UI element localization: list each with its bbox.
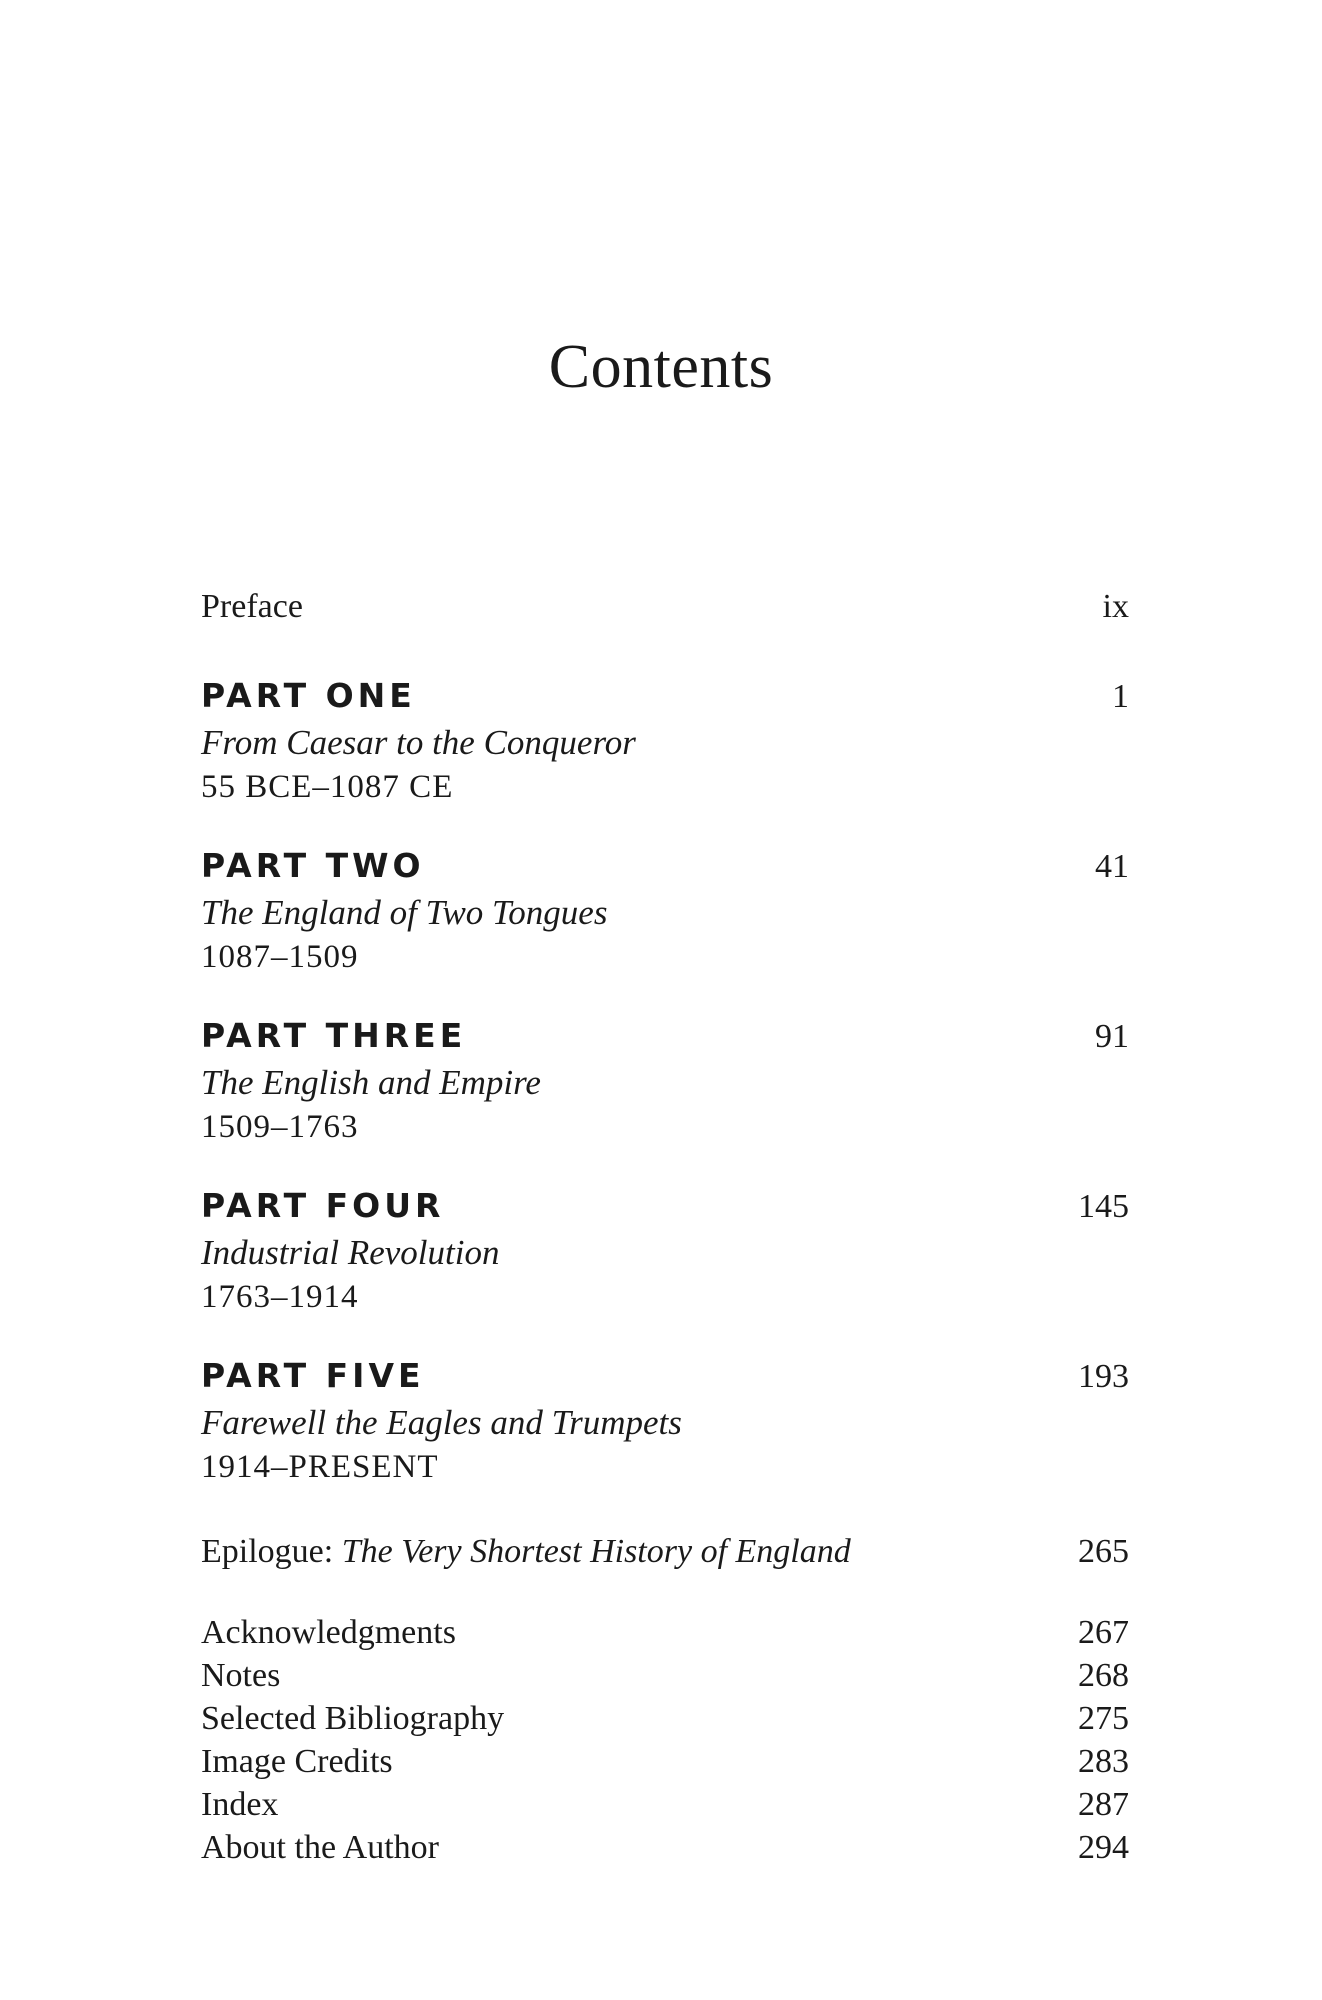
page-number: 287 — [1078, 1786, 1129, 1823]
toc-entry-part-four[interactable] — [201, 1186, 1129, 1226]
entry-label: Image Credits — [201, 1743, 393, 1780]
page-number: 41 — [1095, 848, 1129, 885]
page-number: 1 — [1112, 678, 1129, 715]
toc-entry-about-the-author[interactable] — [201, 1829, 1129, 1867]
toc-entry-part-five[interactable] — [201, 1356, 1129, 1396]
part-label: PART TWO — [201, 846, 425, 885]
toc-entry-index[interactable] — [201, 1786, 1129, 1824]
part-dates: 1087–1509 — [201, 939, 359, 975]
page-number: 91 — [1095, 1018, 1129, 1055]
page-number: 283 — [1078, 1743, 1129, 1780]
toc-entry-preface[interactable] — [201, 588, 1129, 626]
page-number: 294 — [1078, 1829, 1129, 1866]
toc-entry-acknowledgments[interactable] — [201, 1614, 1129, 1652]
part-title: The England of Two Tongues — [201, 893, 608, 932]
page-number: 275 — [1078, 1700, 1129, 1737]
entry-label: Notes — [201, 1657, 281, 1694]
toc-entry-part-three[interactable] — [201, 1016, 1129, 1056]
part-dates: 1509–1763 — [201, 1109, 359, 1145]
page-number: 265 — [1078, 1533, 1129, 1570]
toc-entry-part-two[interactable] — [201, 846, 1129, 886]
part-dates: 1914–PRESENT — [201, 1449, 439, 1485]
entry-label: Acknowledgments — [201, 1614, 456, 1651]
page-number: 193 — [1078, 1358, 1129, 1395]
toc-entry-notes[interactable] — [201, 1657, 1129, 1695]
toc-entry-selected-bibliography[interactable] — [201, 1700, 1129, 1738]
part-dates: 55 BCE–1087 CE — [201, 769, 454, 805]
part-label: PART THREE — [201, 1016, 467, 1055]
part-label: PART ONE — [201, 676, 416, 715]
toc-entry-image-credits[interactable] — [201, 1743, 1129, 1781]
toc-entry-epilogue[interactable] — [201, 1533, 1129, 1571]
part-title: From Caesar to the Conqueror — [201, 723, 636, 762]
page-number: 268 — [1078, 1657, 1129, 1694]
entry-label: About the Author — [201, 1829, 439, 1866]
page-title: Contents — [548, 333, 774, 401]
part-title: The English and Empire — [201, 1063, 541, 1102]
epilogue-prefix: Epilogue: — [201, 1533, 342, 1570]
part-title: Farewell the Eagles and Trumpets — [201, 1403, 682, 1442]
part-dates: 1763–1914 — [201, 1279, 359, 1315]
page-number: 267 — [1078, 1614, 1129, 1651]
part-title: Industrial Revolution — [201, 1233, 500, 1272]
epilogue-title: The Very Shortest History of England — [341, 1533, 851, 1570]
part-label: PART FOUR — [201, 1186, 445, 1225]
entry-label: Index — [201, 1786, 279, 1823]
entry-label — [201, 1533, 851, 1571]
page-number: ix — [1102, 588, 1129, 625]
entry-label: Preface — [201, 588, 303, 625]
toc-entry-part-one[interactable] — [201, 676, 1129, 716]
page-number: 145 — [1078, 1188, 1129, 1225]
part-label: PART FIVE — [201, 1356, 425, 1395]
entry-label: Selected Bibliography — [201, 1700, 505, 1737]
